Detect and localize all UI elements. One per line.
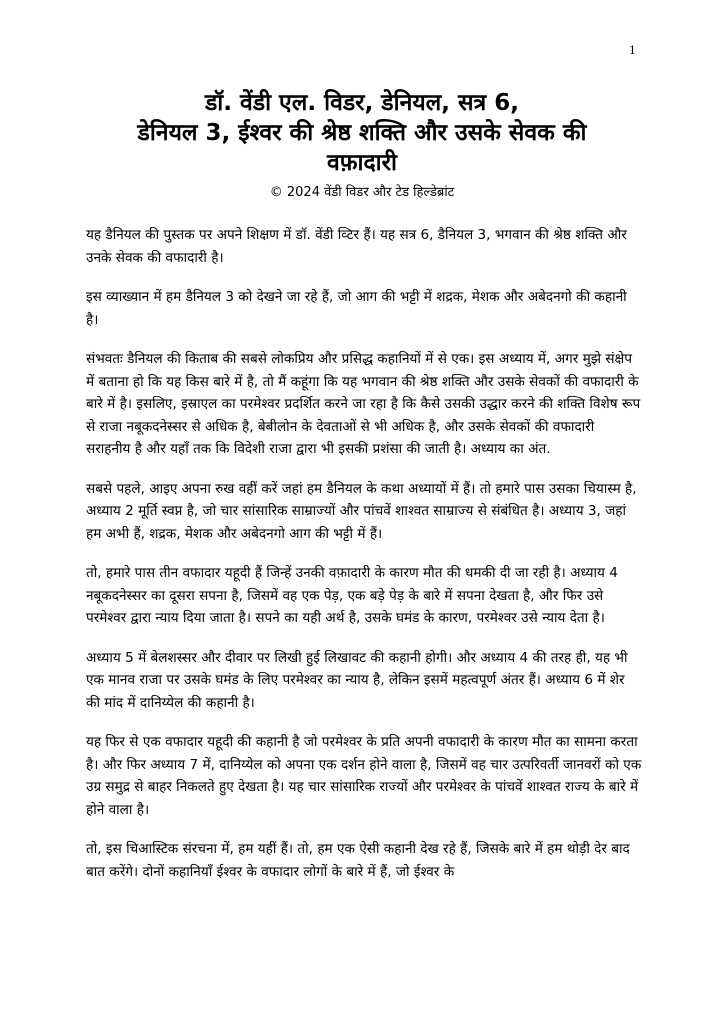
body-text (86, 224, 642, 900)
title-line: डॉ. वेंडी एल. विडर, डेनियल, सत्र 6, (204, 90, 520, 116)
title-line: वफ़ादारी (326, 150, 397, 176)
paragraph: यह फिर से एक वफादार यहूदी की कहानी है जो परमेश्वर के प्रति अपनी वफादारी के कारण मौत का सामना करता है। और फिर अध्याय 7 में, दानिय्येल को अपना एक दर्शन होने वाला है, जिसमें वह चार उत्परिवर्ती जानवरों को एक उग्र समुद्र से बाहर निकलते हुए देखता है। यह चार सांसारिक राज्यों और परमेश्वर के पांचवें शाश्वत राज्य के बारे में होने वाला है। (86, 734, 642, 818)
page-number: 1 (629, 44, 636, 57)
paragraph: सबसे पहले, आइए अपना रुख वहीं करें जहां हम डैनियल के कथा अध्यायों में हैं। तो हमारे पास उसका चियास्म है, अध्याय 2 मूर्ति स्वप्न है, जो चार सांसारिक साम्राज्यों और पांचवें शाश्वत साम्राज्य से संबंधित है। अध्याय 3, जहां हम अभी हैं, शद्रक, मेशक और अबेदनगो आग की भट्टी में हैं। (86, 480, 637, 542)
paragraph: यह डैनियल की पुस्तक पर अपने शिक्षण में डॉ. वेंडी व्टिर हैं। यह सत्र 6, डैनियल 3, भगवान की श्रेष्ठ शक्ति और उनके सेवक की वफादारी है। (86, 227, 627, 266)
paragraph: तो, इस चिआस्टिक संरचना में, हम यहीं हैं। तो, हम एक ऐसी कहानी देख रहे हैं, जिसके बारे में हम थोड़ी देर बाद बात करेंगे। दोनों कहानियाँ ईश्वर के वफादार लोगों के बारे में हैं, जो ईश्वर के (86, 841, 630, 880)
document-title (60, 88, 664, 178)
title-line: डेनियल 3, ईश्वर की श्रेष्ठ शक्ति और उसके सेवक की (137, 120, 587, 146)
copyright-line: © 2024 वेंडी विडर और टेड हिल्डेब्रांट (269, 185, 455, 200)
paragraph: इस व्याख्यान में हम डैनियल 3 को देखने जा रहे हैं, जो आग की भट्टी में शद्रक, मेशक और अबेदनगो की कहानी है। (86, 289, 627, 328)
paragraph: अध्याय 5 में बेलशस्सर और दीवार पर लिखी हुई लिखावट की कहानी होगी। और अध्याय 4 की तरह ही, यह भी एक मानव राजा पर उसके घमंड के लिए परमेश्वर का न्याय है, लेकिन इसमें महत्वपूर्ण अंतर हैं। अध्याय 6 में शेर की मांद में दानिय्येल की कहानी है। (86, 649, 628, 711)
paragraph: संभवतः डैनियल की किताब की सबसे लोकप्रिय और प्रसिद्ध कहानियों में से एक। इस अध्याय में, अगर मुझे संक्षेप में बताना हो कि यह किस बारे में है, तो मैं कहूंगा कि यह भगवान की श्रेष्ठ शक्ति और उसके सेवकों की वफादारी के बारे में है। इसलिए, इस्राएल का परमेश्वर प्रदर्शित करने जा रहा है कि कैसे उसकी उद्धार करने की शक्ति विशेष रूप से राजा नबूकदनेस्सर से अधिक है, बेबीलोन के देवताओं से भी अधिक है, और उसके सेवकों की वफादारी सराहनीय है और यहाँ तक कि विदेशी राजा द्वारा भी इसकी प्रशंसा की जाती है। अध्याय का अंत. (86, 351, 641, 457)
paragraph: तो, हमारे पास तीन वफादार यहूदी हैं जिन्हें उनकी वफ़ादारी के कारण मौत की धमकी दी जा रही है। अध्याय 4 नबूकदनेस्सर का दूसरा सपना है, जिसमें वह एक पेड़, एक बड़े पेड़ के बारे में सपना देखता है, और फिर उसे परमेश्वर द्वारा न्याय दिया जाता है। सपने का यही अर्थ है, उसके घमंड के कारण, परमेश्वर उसे न्याय देता है। (86, 565, 618, 626)
